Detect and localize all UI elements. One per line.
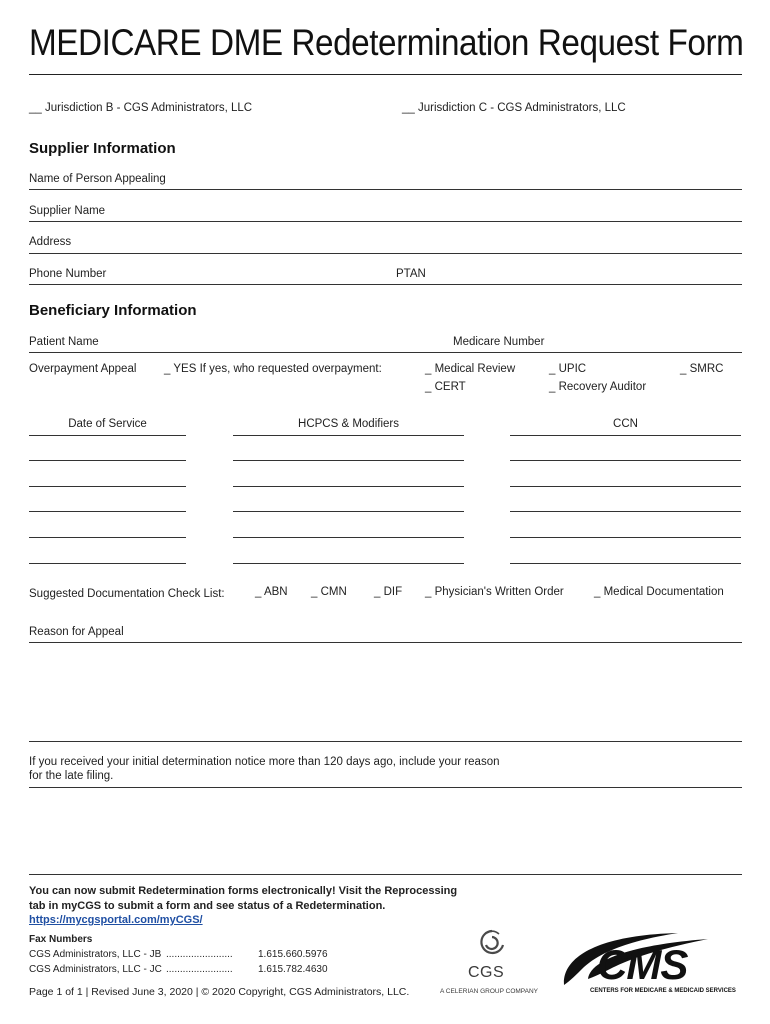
date-of-service-field[interactable]	[29, 486, 186, 487]
dif-option[interactable]: _ DIF	[374, 586, 403, 598]
medical-documentation-option[interactable]: _ Medical Documentation	[594, 586, 724, 598]
cms-logo-text: CMS	[597, 941, 688, 988]
fax-jc-label: CGS Administrators, LLC - JC	[29, 964, 162, 975]
electronic-notice-line-1: You can now submit Redetermination forms electronically! Visit the Reprocessing	[29, 885, 458, 897]
medical-review-option[interactable]: _ Medical Review	[425, 363, 516, 375]
cgs-logo-text: CGS	[468, 964, 505, 981]
date-of-service-field[interactable]	[29, 537, 186, 538]
ptan-label: PTAN	[396, 268, 426, 280]
ccn-field[interactable]	[510, 460, 741, 461]
physician-order-option[interactable]: _ Physician's Written Order	[425, 586, 564, 598]
ccn-field[interactable]	[510, 511, 741, 512]
table-header-line	[29, 435, 186, 436]
mycgs-link[interactable]: https://mycgsportal.com/myCGS/	[29, 914, 203, 926]
checklist-label: Suggested Documentation Check List:	[29, 588, 225, 600]
cmn-option[interactable]: _ CMN	[311, 586, 347, 598]
form-title: MEDICARE DME Redetermination Request Form	[29, 22, 744, 63]
hcpcs-field[interactable]	[233, 460, 464, 461]
table-header-line	[510, 435, 741, 436]
fax-jb-label: CGS Administrators, LLC - JB	[29, 949, 162, 960]
reason-text-area[interactable]	[29, 643, 742, 740]
table-header-line	[233, 435, 464, 436]
cert-option[interactable]: _ CERT	[425, 381, 466, 393]
hcpcs-field[interactable]	[233, 511, 464, 512]
address-label: Address	[29, 236, 72, 248]
date-of-service-field[interactable]	[29, 460, 186, 461]
fax-jb-dots: ........................	[166, 949, 233, 960]
jurisdiction-b-option[interactable]: __ Jurisdiction B - CGS Administrators, LLC	[29, 102, 253, 114]
title-rule	[29, 74, 742, 75]
hcpcs-field[interactable]	[233, 486, 464, 487]
cgs-logo-mark-icon	[477, 928, 507, 962]
medicare-number-label: Medicare Number	[453, 336, 545, 348]
hcpcs-field[interactable]	[233, 537, 464, 538]
address-field[interactable]	[29, 253, 742, 254]
name-of-person-field[interactable]	[29, 189, 742, 190]
reason-field-bottom	[29, 741, 742, 742]
electronic-notice-line-2: tab in myCGS to submit a form and see status of a Redetermination.	[29, 900, 386, 912]
overpayment-yes-option[interactable]: _ YES If yes, who requested overpayment:	[164, 363, 382, 375]
fax-jc-dots: ........................	[166, 964, 233, 975]
date-of-service-field[interactable]	[29, 511, 186, 512]
abn-option[interactable]: _ ABN	[255, 586, 288, 598]
late-filing-text-area[interactable]	[29, 788, 742, 873]
ccn-field[interactable]	[510, 537, 741, 538]
upic-option[interactable]: _ UPIC	[549, 363, 587, 375]
jurisdiction-c-option[interactable]: __ Jurisdiction C - CGS Administrators, LLC	[402, 102, 626, 114]
recovery-auditor-option[interactable]: _ Recovery Auditor	[549, 381, 647, 393]
overpayment-label: Overpayment Appeal	[29, 363, 137, 375]
date-of-service-field[interactable]	[29, 563, 186, 564]
fax-jc-number: 1.615.782.4630	[258, 964, 328, 975]
late-filing-line-2: for the late filing.	[29, 770, 114, 782]
cms-tagline: CENTERS FOR MEDICARE & MEDICAID SERVICES	[590, 988, 736, 994]
supplier-heading: Supplier Information	[29, 140, 176, 157]
ccn-field[interactable]	[510, 486, 741, 487]
fax-heading: Fax Numbers	[29, 934, 93, 945]
phone-ptan-field[interactable]	[29, 284, 742, 285]
patient-name-label: Patient Name	[29, 336, 99, 348]
supplier-name-label: Supplier Name	[29, 205, 106, 217]
ccn-header: CCN	[613, 418, 638, 430]
smrc-option[interactable]: _ SMRC	[680, 363, 724, 375]
date-of-service-header: Date of Service	[68, 418, 147, 430]
phone-label: Phone Number	[29, 268, 107, 280]
reason-label: Reason for Appeal	[29, 626, 124, 638]
patient-field[interactable]	[29, 352, 742, 353]
fax-jb-number: 1.615.660.5976	[258, 949, 328, 960]
page-info: Page 1 of 1 | Revised June 3, 2020 | © 2020 Copyright, CGS Administrators, LLC.	[29, 986, 410, 998]
late-filing-line-1: If you received your initial determination notice more than 120 days ago, include your reason	[29, 756, 500, 768]
late-filing-field-bottom	[29, 874, 742, 875]
supplier-name-field[interactable]	[29, 221, 742, 222]
name-of-person-label: Name of Person Appealing	[29, 173, 166, 185]
hcpcs-header: HCPCS & Modifiers	[298, 418, 399, 430]
beneficiary-heading: Beneficiary Information	[29, 302, 197, 319]
cgs-tagline: A CELERIAN GROUP COMPANY	[440, 988, 539, 995]
ccn-field[interactable]	[510, 563, 741, 564]
hcpcs-field[interactable]	[233, 563, 464, 564]
